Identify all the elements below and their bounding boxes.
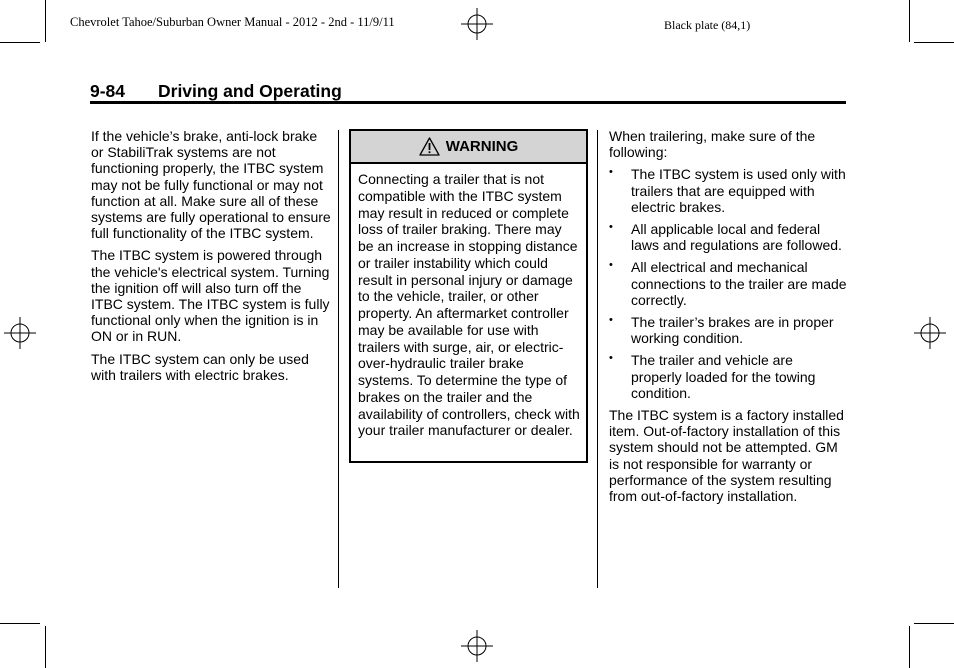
bullet-icon: •: [609, 221, 613, 234]
crop-mark-bottom-left-h: [0, 623, 40, 624]
bullet-list: [609, 166, 847, 401]
paragraph: If the vehicle’s brake, anti-lock brake or StabiliTrak systems are not functioning properly, the ITBC system may not be fully functional or may not function at all. Make sure all of these systems are fully operational to ensure full functionality of the ITBC system.: [91, 128, 331, 242]
warning-title: WARNING: [445, 138, 519, 155]
crop-mark-bottom-left-v: [45, 626, 46, 668]
manual-info: Chevrolet Tahoe/Suburban Owner Manual - 2012 - 2nd - 11/9/11: [70, 15, 395, 29]
paragraph: The ITBC system is powered through the vehicle's electrical system. Turning the ignition off will also turn off the ITBC system. The ITBC system is fully functional only when the ignition is in ON or in RUN.: [91, 247, 330, 345]
registration-mark-left-icon: [4, 317, 36, 349]
page-header: [90, 81, 342, 102]
crop-mark-top-left-h: [0, 42, 40, 43]
registration-mark-right-icon: [914, 317, 946, 349]
crop-mark-bottom-right-v: [909, 626, 910, 668]
list-item: • The trailer’s brakes are in proper working condition.: [609, 314, 834, 347]
column-divider-right: [597, 130, 598, 588]
list-item: • All electrical and mechanical connections to the trailer are made correctly.: [609, 259, 847, 308]
registration-mark-top-icon: [461, 8, 493, 40]
intro-text: When trailering, make sure of the following:: [609, 128, 816, 161]
crop-mark-top-right-v: [909, 0, 910, 42]
header-rule: [90, 101, 846, 104]
column-divider-left: [338, 130, 339, 588]
list-item: • The ITBC system is used only with trailers that are equipped with electric brakes.: [609, 166, 846, 215]
bullet-icon: •: [609, 259, 613, 272]
bullet-icon: •: [609, 314, 613, 327]
bullet-icon: •: [609, 166, 613, 179]
section-title: Driving and Operating: [158, 81, 342, 101]
right-column: [609, 128, 847, 510]
left-column: [91, 128, 331, 389]
page-number: 9-84: [90, 81, 126, 101]
warning-body: Connecting a trailer that is not compatible with the ITBC system may result in reduced or complete loss of trailer braking. There may be an increase in stopping distance or trailer instability which could result in personal injury or damage to the vehicle, trailer, or other property. An aftermarket controller may be available for use with trailers with surge, air, or electric-over-hydraulic trailer brake systems. To determine the type of brakes on the trailer and the availability of controllers, check with your trailer manufacturer or dealer.: [358, 171, 580, 439]
crop-mark-top-left-v: [45, 0, 46, 42]
warning-header: [351, 131, 586, 164]
closing-text: The ITBC system is a factory installed item. Out-of-factory installation of this system should not be attempted. GM is not responsible for warranty or performance of the system resulting from out-of-factory installation.: [609, 407, 844, 505]
warning-box: [349, 129, 588, 463]
paragraph: The ITBC system can only be used with trailers with electric brakes.: [91, 350, 309, 383]
crop-mark-top-right-h: [914, 42, 954, 43]
list-item: • The trailer and vehicle are properly loaded for the towing condition.: [609, 352, 816, 401]
crop-mark-bottom-right-h: [914, 623, 954, 624]
warning-exclamation-icon: [419, 137, 440, 156]
plate-label: Black plate (84,1): [664, 18, 751, 32]
registration-mark-bottom-icon: [461, 630, 493, 662]
list-item: • All applicable local and federal laws and regulations are followed.: [609, 221, 842, 254]
bullet-icon: •: [609, 352, 613, 365]
